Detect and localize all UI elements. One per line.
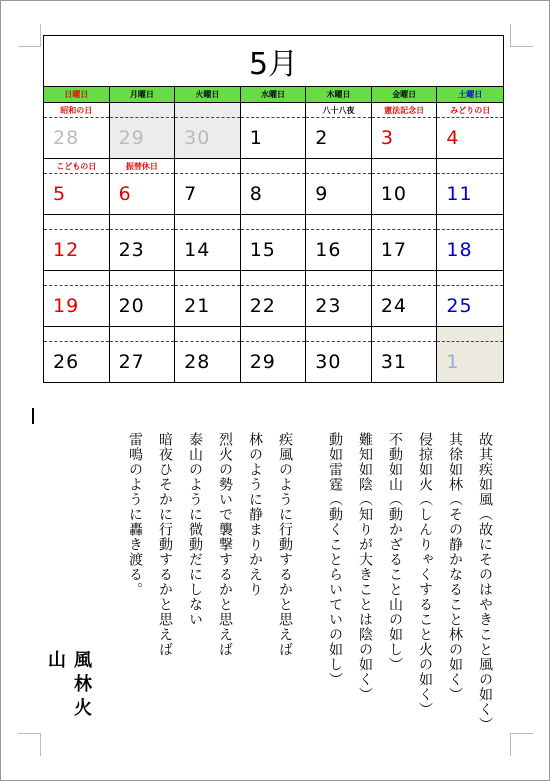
holiday-label — [372, 327, 437, 342]
holiday-label — [372, 271, 437, 286]
holiday-label: こどもの日 — [44, 159, 109, 174]
day-number: 23 — [315, 295, 342, 317]
holiday-label — [44, 271, 109, 286]
day-cell — [306, 271, 372, 327]
holiday-label: みどりの日 — [437, 103, 503, 118]
day-cell — [306, 215, 372, 271]
month-title: 5月 — [44, 36, 503, 87]
holiday-label — [110, 271, 175, 286]
poem-line: 故其疾如風（故にそのはやきこと風の如く） — [477, 432, 493, 732]
week-row — [44, 215, 503, 271]
holiday-label — [241, 103, 306, 118]
holiday-label — [175, 271, 240, 286]
holiday-label — [306, 271, 371, 286]
day-number: 5 — [53, 183, 67, 205]
poem-line: 林のように静まりかえり — [247, 432, 263, 597]
day-cell — [437, 327, 503, 382]
poem-line: 動如雷霆（動くことらいていの如し） — [327, 432, 343, 687]
day-number: 15 — [249, 239, 276, 261]
corner-mark — [18, 24, 41, 47]
poem-line: 難知如陰（知りが大きことは陰の如く） — [357, 432, 373, 702]
holiday-label: 憲法記念日 — [372, 103, 437, 118]
corner-mark — [510, 24, 533, 47]
day-cell — [437, 103, 503, 159]
day-cell — [110, 327, 176, 382]
corner-mark — [510, 733, 533, 756]
holiday-label — [241, 271, 306, 286]
day-cell — [372, 215, 438, 271]
day-cell — [175, 159, 241, 215]
holiday-label — [437, 271, 503, 286]
poem-line: 其徐如林（その静かなること林の如く） — [447, 432, 463, 702]
day-number: 16 — [315, 239, 342, 261]
day-number: 31 — [380, 351, 408, 373]
day-cell — [44, 103, 110, 159]
poem-line: 侵掠如火（しんりゃくすること火の如く） — [417, 432, 433, 717]
poem-line: 雷鳴のように轟き渡る。 — [127, 432, 143, 597]
week-row — [44, 271, 503, 327]
day-number: 10 — [380, 183, 408, 205]
holiday-label — [437, 327, 503, 342]
calendar-table — [43, 35, 504, 383]
day-number: 28 — [53, 127, 80, 149]
day-number: 26 — [53, 351, 80, 373]
day-cell — [44, 215, 110, 271]
day-number: 27 — [118, 351, 145, 373]
holiday-label — [44, 327, 109, 342]
corner-mark — [18, 733, 41, 756]
day-cell — [241, 215, 307, 271]
holiday-label — [241, 215, 306, 230]
poem-line: 烈火の勢いで襲撃するかと思えば — [217, 432, 233, 657]
holiday-label — [110, 215, 175, 230]
holiday-label — [241, 327, 306, 342]
holiday-label: 八十八夜 — [306, 103, 371, 118]
holiday-label — [437, 159, 503, 174]
day-cell — [372, 103, 438, 159]
day-number: 30 — [184, 127, 211, 149]
holiday-label — [306, 327, 371, 342]
day-number: 21 — [184, 295, 211, 317]
calendar-weeks — [44, 103, 503, 382]
day-number: 18 — [446, 239, 473, 261]
weekday-header: 土曜日 — [437, 87, 503, 103]
day-number: 29 — [249, 351, 276, 373]
day-number: 25 — [446, 295, 473, 317]
weekday-header: 木曜日 — [306, 87, 372, 103]
holiday-label — [241, 159, 306, 174]
day-number: 3 — [380, 127, 394, 149]
poem-line: 不動如山（動かざること山の如し） — [387, 432, 403, 672]
day-number: 1 — [446, 351, 460, 373]
day-number: 8 — [249, 183, 263, 205]
day-cell — [372, 327, 438, 382]
day-cell — [437, 215, 503, 271]
day-number: 19 — [53, 295, 80, 317]
weekday-header: 月曜日 — [110, 87, 176, 103]
day-cell — [175, 327, 241, 382]
weekday-header: 日曜日 — [44, 87, 110, 103]
day-cell — [110, 159, 176, 215]
holiday-label — [372, 159, 437, 174]
week-row — [44, 327, 503, 382]
holiday-label — [44, 215, 109, 230]
day-cell — [175, 271, 241, 327]
author-signature: 風林火山 — [45, 650, 92, 722]
day-cell — [110, 103, 176, 159]
holiday-label — [175, 159, 240, 174]
poem-line: 泰山のように微動だにしない — [187, 432, 203, 627]
day-number: 23 — [118, 239, 145, 261]
text-cursor — [32, 408, 34, 424]
holiday-label — [110, 103, 175, 118]
day-cell — [241, 103, 307, 159]
day-number: 24 — [380, 295, 408, 317]
day-cell — [44, 327, 110, 382]
weekday-header: 水曜日 — [241, 87, 307, 103]
day-cell — [110, 271, 176, 327]
day-cell — [175, 215, 241, 271]
holiday-label: 昭和の日 — [44, 103, 109, 118]
day-cell — [44, 159, 110, 215]
day-cell — [175, 103, 241, 159]
holiday-label — [110, 327, 175, 342]
poem-block — [40, 432, 510, 732]
holiday-label — [372, 215, 437, 230]
week-row — [44, 159, 503, 215]
day-number: 22 — [249, 295, 276, 317]
day-number: 6 — [118, 183, 132, 205]
holiday-label — [306, 159, 371, 174]
poem-line: 疾風のように行動するかと思えば — [277, 432, 293, 657]
day-number: 11 — [446, 183, 473, 205]
holiday-label — [175, 215, 240, 230]
day-number: 7 — [184, 183, 198, 205]
weekday-header-row — [44, 87, 503, 103]
day-cell — [372, 271, 438, 327]
day-number: 17 — [380, 239, 408, 261]
day-number: 9 — [315, 183, 329, 205]
weekday-header: 火曜日 — [175, 87, 241, 103]
day-cell — [306, 159, 372, 215]
day-cell — [44, 271, 110, 327]
day-number: 2 — [315, 127, 329, 149]
day-number: 14 — [184, 239, 211, 261]
holiday-label: 振替休日 — [110, 159, 175, 174]
day-cell — [110, 215, 176, 271]
holiday-label — [306, 215, 371, 230]
poem-line: 暗夜ひそかに行動するかと思えば — [157, 432, 173, 657]
day-number: 12 — [53, 239, 80, 261]
week-row — [44, 103, 503, 159]
day-number: 29 — [118, 127, 145, 149]
day-cell — [241, 271, 307, 327]
day-cell — [437, 159, 503, 215]
day-cell — [437, 271, 503, 327]
day-number: 4 — [446, 127, 460, 149]
day-cell — [241, 327, 307, 382]
day-number: 30 — [315, 351, 342, 373]
holiday-label — [175, 103, 240, 118]
day-cell — [306, 103, 372, 159]
holiday-label — [437, 215, 503, 230]
weekday-header: 金曜日 — [372, 87, 438, 103]
holiday-label — [175, 327, 240, 342]
day-number: 28 — [184, 351, 211, 373]
day-cell — [372, 159, 438, 215]
day-number: 1 — [249, 127, 263, 149]
day-number: 20 — [118, 295, 145, 317]
day-cell — [306, 327, 372, 382]
day-cell — [241, 159, 307, 215]
